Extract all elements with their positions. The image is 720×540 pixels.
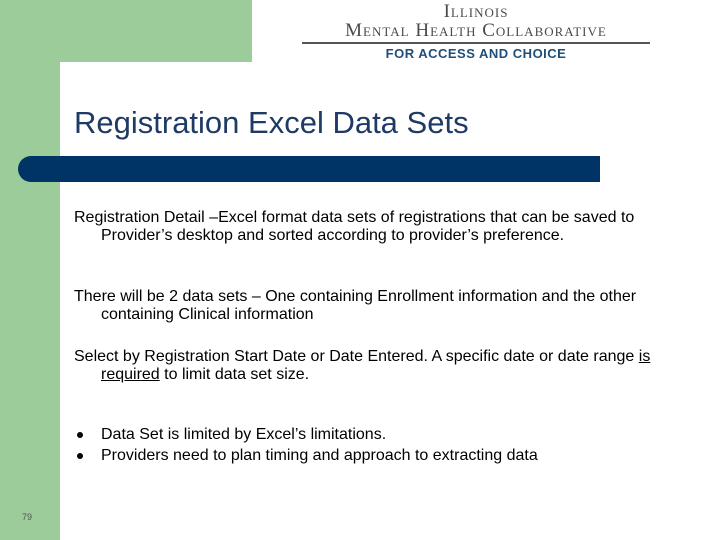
bullet-text: Data Set is limited by Excel’s limitations. [101,426,387,443]
paragraph-select-by-date [74,348,701,384]
logo-org-name: Mental Health Collaborative [345,20,607,41]
title-underline-bar [18,156,600,182]
imhc-logo [296,2,656,62]
paragraph-two-data-sets: There will be 2 data sets – One containing Enrollment information and the other containing Clinical information [74,288,637,323]
p3-text-end: to limit data set size. [159,366,310,383]
bullet-item [74,425,674,446]
top-green-block [0,0,252,62]
p3-underlined-text: is required [101,348,651,383]
bullet-dot-icon [77,432,83,438]
bullet-dot-icon [77,453,83,459]
slide-title: Registration Excel Data Sets [74,105,469,140]
bullet-list [74,425,674,467]
bullet-text: Providers need to plan timing and approach to extracting data [101,447,538,464]
logo-state-name: Illinois [443,1,509,22]
bullet-item [74,446,674,467]
paragraph-registration-detail: Registration Detail –Excel format data sets of registrations that can be saved to Provider’s desktop and sorted according to provider’s preference. [74,209,635,244]
logo-tagline: FOR ACCESS AND CHOICE [385,46,567,61]
page-number: 79 [22,512,33,522]
left-green-strip [0,0,60,540]
p3-text-start: Select by Registration Start Date or Date Entered. A specific date or date range [74,348,639,365]
